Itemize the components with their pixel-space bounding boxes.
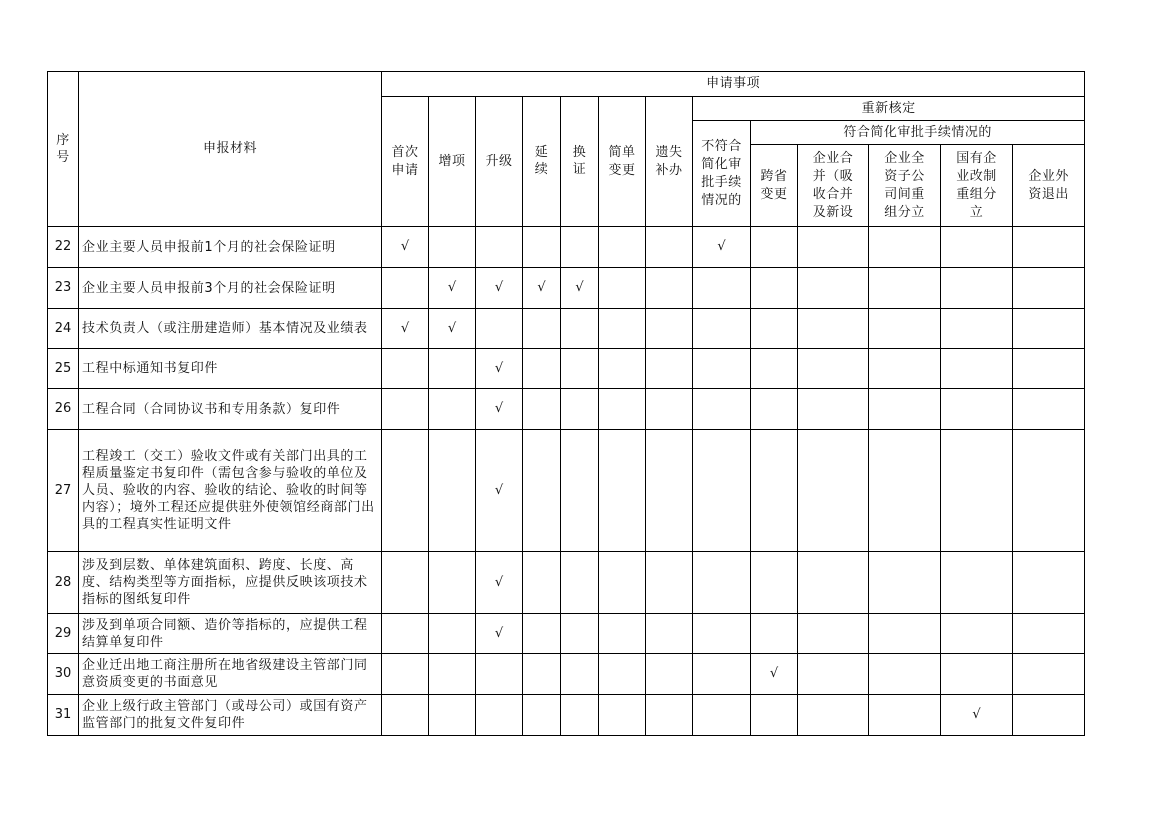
empty-cell <box>751 268 798 309</box>
apply-items-header: 申请事项 <box>382 72 1085 97</box>
empty-cell <box>693 430 751 552</box>
empty-cell <box>429 695 476 736</box>
table-row <box>48 614 1085 654</box>
empty-cell <box>693 349 751 389</box>
empty-cell <box>869 227 941 268</box>
empty-cell <box>1013 695 1085 736</box>
empty-cell <box>798 268 869 309</box>
table-row <box>48 227 1085 268</box>
table-row <box>48 268 1085 309</box>
empty-cell <box>941 309 1013 349</box>
replace-header: 换证 <box>561 97 599 227</box>
table-row <box>48 389 1085 430</box>
table-row <box>48 695 1085 736</box>
empty-cell <box>599 268 646 309</box>
add-item-header: 增项 <box>429 97 476 227</box>
material-cell: 涉及到层数、单体建筑面积、跨度、长度、高度、结构类型等方面指标，应提供反映该项技术指标的图纸复印件 <box>79 552 382 614</box>
empty-cell <box>429 430 476 552</box>
empty-cell <box>646 309 693 349</box>
empty-cell <box>941 349 1013 389</box>
empty-cell <box>798 227 869 268</box>
empty-cell <box>561 389 599 430</box>
empty-cell <box>523 349 561 389</box>
empty-cell <box>561 349 599 389</box>
check-mark: √ <box>476 430 523 552</box>
empty-cell <box>382 695 429 736</box>
empty-cell <box>798 552 869 614</box>
empty-cell <box>941 227 1013 268</box>
empty-cell <box>869 309 941 349</box>
empty-cell <box>646 227 693 268</box>
foreign-exit-header: 企业外资退出 <box>1013 145 1085 227</box>
empty-cell <box>523 695 561 736</box>
empty-cell <box>1013 309 1085 349</box>
empty-cell <box>693 389 751 430</box>
empty-cell <box>869 268 941 309</box>
empty-cell <box>599 309 646 349</box>
empty-cell <box>646 695 693 736</box>
check-mark: √ <box>476 349 523 389</box>
lost-reissue-header: 遗失补办 <box>646 97 693 227</box>
check-mark: √ <box>382 227 429 268</box>
check-mark: √ <box>429 268 476 309</box>
check-mark: √ <box>693 227 751 268</box>
upgrade-header: 升级 <box>476 97 523 227</box>
row-number: 25 <box>48 349 79 389</box>
check-mark: √ <box>476 552 523 614</box>
row-number: 26 <box>48 389 79 430</box>
empty-cell <box>646 349 693 389</box>
table-row <box>48 654 1085 695</box>
empty-cell <box>523 227 561 268</box>
check-mark: √ <box>476 268 523 309</box>
empty-cell <box>561 614 599 654</box>
empty-cell <box>429 654 476 695</box>
row-number: 24 <box>48 309 79 349</box>
empty-cell <box>798 349 869 389</box>
check-mark: √ <box>751 654 798 695</box>
empty-cell <box>476 309 523 349</box>
simplified-header: 符合简化审批手续情况的 <box>751 121 1085 145</box>
empty-cell <box>599 389 646 430</box>
reverify-header: 重新核定 <box>693 97 1085 121</box>
empty-cell <box>429 349 476 389</box>
empty-cell <box>382 430 429 552</box>
empty-cell <box>1013 268 1085 309</box>
row-number: 27 <box>48 430 79 552</box>
empty-cell <box>646 614 693 654</box>
empty-cell <box>382 614 429 654</box>
empty-cell <box>693 654 751 695</box>
empty-cell <box>429 227 476 268</box>
empty-cell <box>523 552 561 614</box>
empty-cell <box>869 349 941 389</box>
row-number: 29 <box>48 614 79 654</box>
empty-cell <box>1013 614 1085 654</box>
empty-cell <box>561 227 599 268</box>
check-mark: √ <box>429 309 476 349</box>
check-mark: √ <box>941 695 1013 736</box>
check-mark: √ <box>382 309 429 349</box>
empty-cell <box>523 389 561 430</box>
empty-cell <box>798 614 869 654</box>
empty-cell <box>382 552 429 614</box>
check-mark: √ <box>561 268 599 309</box>
empty-cell <box>599 614 646 654</box>
empty-cell <box>869 654 941 695</box>
empty-cell <box>1013 430 1085 552</box>
empty-cell <box>476 227 523 268</box>
material-cell: 企业迁出地工商注册所在地省级建设主管部门同意资质变更的书面意见 <box>79 654 382 695</box>
empty-cell <box>561 654 599 695</box>
empty-cell <box>941 430 1013 552</box>
empty-cell <box>599 349 646 389</box>
material-cell: 技术负责人（或注册建造师）基本情况及业绩表 <box>79 309 382 349</box>
empty-cell <box>561 695 599 736</box>
material-cell: 工程竣工（交工）验收文件或有关部门出具的工程质量鉴定书复印件（需包含参与验收的单位及人员、验收的内容、验收的结论、验收的时间等内容）；境外工程还应提供驻外使领馆经商部门出具的工程真实性证明文件 <box>79 430 382 552</box>
check-mark: √ <box>476 614 523 654</box>
empty-cell <box>869 695 941 736</box>
empty-cell <box>1013 654 1085 695</box>
empty-cell <box>561 309 599 349</box>
seq-header: 序号 <box>48 72 79 227</box>
soe-restructure-header: 国有企业改制重组分立 <box>941 145 1013 227</box>
empty-cell <box>941 268 1013 309</box>
empty-cell <box>869 430 941 552</box>
empty-cell <box>646 654 693 695</box>
empty-cell <box>798 654 869 695</box>
empty-cell <box>523 309 561 349</box>
simple-change-header: 简单变更 <box>599 97 646 227</box>
empty-cell <box>523 654 561 695</box>
material-cell: 企业上级行政主管部门（或母公司）或国有资产监管部门的批复文件复印件 <box>79 695 382 736</box>
wholly-owned-header: 企业全资子公司间重组分立 <box>869 145 941 227</box>
empty-cell <box>429 552 476 614</box>
material-cell: 企业主要人员申报前3个月的社会保险证明 <box>79 268 382 309</box>
check-mark: √ <box>476 389 523 430</box>
empty-cell <box>523 614 561 654</box>
empty-cell <box>869 389 941 430</box>
empty-cell <box>599 430 646 552</box>
cross-province-header: 跨省变更 <box>751 145 798 227</box>
empty-cell <box>798 430 869 552</box>
empty-cell <box>751 309 798 349</box>
material-cell: 工程中标通知书复印件 <box>79 349 382 389</box>
empty-cell <box>599 695 646 736</box>
empty-cell <box>646 552 693 614</box>
table-row <box>48 552 1085 614</box>
empty-cell <box>599 227 646 268</box>
empty-cell <box>941 389 1013 430</box>
empty-cell <box>523 430 561 552</box>
empty-cell <box>941 654 1013 695</box>
empty-cell <box>798 389 869 430</box>
extend-header: 延续 <box>523 97 561 227</box>
empty-cell <box>429 389 476 430</box>
row-number: 31 <box>48 695 79 736</box>
check-mark: √ <box>523 268 561 309</box>
empty-cell <box>476 695 523 736</box>
empty-cell <box>1013 552 1085 614</box>
empty-cell <box>646 268 693 309</box>
first-apply-header: 首次申请 <box>382 97 429 227</box>
material-cell: 涉及到单项合同额、造价等指标的，应提供工程结算单复印件 <box>79 614 382 654</box>
empty-cell <box>693 614 751 654</box>
empty-cell <box>693 309 751 349</box>
empty-cell <box>693 695 751 736</box>
row-number: 22 <box>48 227 79 268</box>
material-cell: 企业主要人员申报前1个月的社会保险证明 <box>79 227 382 268</box>
empty-cell <box>751 430 798 552</box>
row-number: 28 <box>48 552 79 614</box>
empty-cell <box>382 349 429 389</box>
application-materials-table <box>47 71 1085 736</box>
empty-cell <box>382 654 429 695</box>
empty-cell <box>798 695 869 736</box>
empty-cell <box>751 227 798 268</box>
empty-cell <box>382 389 429 430</box>
empty-cell <box>646 389 693 430</box>
not-simplified-header: 不符合简化审批手续情况的 <box>693 121 751 227</box>
empty-cell <box>1013 349 1085 389</box>
empty-cell <box>941 614 1013 654</box>
empty-cell <box>1013 389 1085 430</box>
empty-cell <box>751 695 798 736</box>
empty-cell <box>561 552 599 614</box>
empty-cell <box>382 268 429 309</box>
row-number: 23 <box>48 268 79 309</box>
material-header: 申报材料 <box>79 72 382 227</box>
empty-cell <box>798 309 869 349</box>
empty-cell <box>869 614 941 654</box>
empty-cell <box>599 654 646 695</box>
empty-cell <box>1013 227 1085 268</box>
empty-cell <box>869 552 941 614</box>
empty-cell <box>941 552 1013 614</box>
empty-cell <box>646 430 693 552</box>
empty-cell <box>751 389 798 430</box>
empty-cell <box>693 552 751 614</box>
empty-cell <box>751 349 798 389</box>
merger-header: 企业合并（吸收合并及新设 <box>798 145 869 227</box>
empty-cell <box>561 430 599 552</box>
empty-cell <box>751 552 798 614</box>
table-row <box>48 430 1085 552</box>
table-row <box>48 309 1085 349</box>
empty-cell <box>476 654 523 695</box>
material-cell: 工程合同（合同协议书和专用条款）复印件 <box>79 389 382 430</box>
row-number: 30 <box>48 654 79 695</box>
empty-cell <box>693 268 751 309</box>
table-row <box>48 349 1085 389</box>
empty-cell <box>751 614 798 654</box>
empty-cell <box>429 614 476 654</box>
empty-cell <box>599 552 646 614</box>
